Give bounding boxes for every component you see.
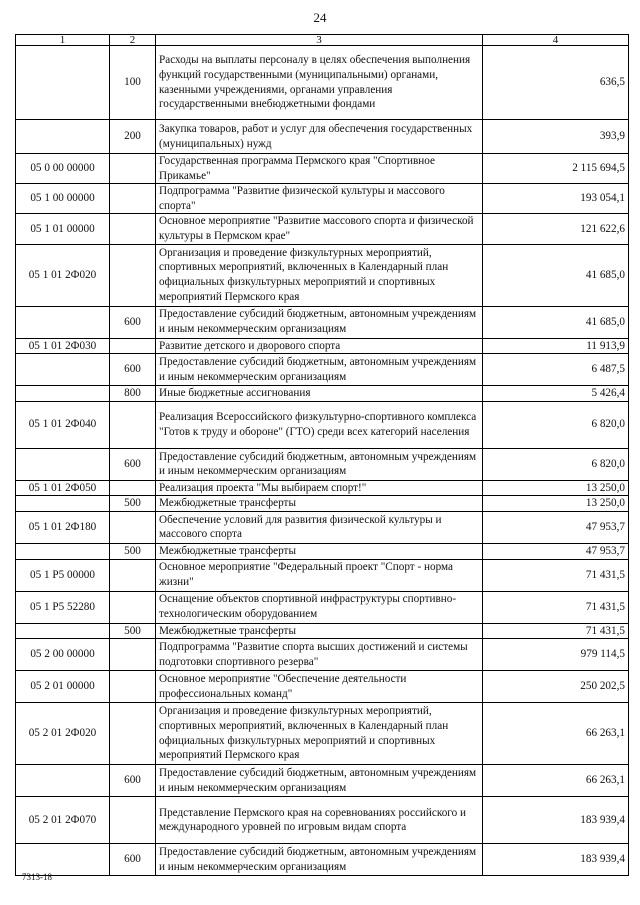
row-code [16, 496, 110, 512]
row-name: Межбюджетные трансферты [156, 496, 483, 512]
row-amount: 71 431,5 [483, 559, 629, 591]
row-name: Организация и проведение физкультурных мероприятий, спортивных мероприятий, включенных в Календарный план официальных физкультурных мероприятий и спортивных мероприятий Пермского края [156, 703, 483, 765]
row-code: 05 1 P5 00000 [16, 559, 110, 591]
row-amount: 41 685,0 [483, 244, 629, 306]
row-amount: 636,5 [483, 46, 629, 120]
table-row [16, 639, 629, 671]
row-name: Предоставление субсидий бюджетным, автономным учреждениям и иным некоммерческим организациям [156, 306, 483, 338]
header-col-4: 4 [483, 35, 629, 46]
row-code: 05 1 01 2Ф180 [16, 511, 110, 543]
row-code: 05 1 P5 52280 [16, 591, 110, 623]
row-code: 05 1 01 2Ф020 [16, 244, 110, 306]
row-amount: 183 939,4 [483, 797, 629, 844]
row-name: Оснащение объектов спортивной инфраструктуры спортивно-технологическим оборудованием [156, 591, 483, 623]
table-row [16, 244, 629, 306]
table-row [16, 214, 629, 244]
table-row [16, 354, 629, 386]
header-col-3: 3 [156, 35, 483, 46]
table-row [16, 46, 629, 120]
table-row [16, 480, 629, 496]
row-amount: 66 263,1 [483, 703, 629, 765]
row-name: Развитие детского и дворового спорта [156, 338, 483, 354]
header-col-2: 2 [110, 35, 156, 46]
row-expense-type [110, 703, 156, 765]
row-expense-type: 600 [110, 306, 156, 338]
row-name: Обеспечение условий для развития физической культуры и массового спорта [156, 511, 483, 543]
table-row [16, 306, 629, 338]
table-row [16, 184, 629, 214]
row-code [16, 120, 110, 154]
row-expense-type: 500 [110, 543, 156, 559]
row-expense-type [110, 639, 156, 671]
row-amount: 121 622,6 [483, 214, 629, 244]
row-name: Организация и проведение физкультурных мероприятий, спортивных мероприятий, включенных в Календарный план официальных физкультурных мероприятий и спортивных мероприятий Пермского края [156, 244, 483, 306]
footer-code: 7313-18 [22, 872, 52, 882]
table-row [16, 623, 629, 639]
row-name: Основное мероприятие "Обеспечение деятельности профессиональных команд" [156, 671, 483, 703]
row-expense-type: 200 [110, 120, 156, 154]
row-amount: 13 250,0 [483, 480, 629, 496]
row-expense-type: 600 [110, 354, 156, 386]
row-amount: 41 685,0 [483, 306, 629, 338]
row-code [16, 844, 110, 876]
row-amount: 5 426,4 [483, 386, 629, 402]
row-expense-type: 500 [110, 623, 156, 639]
row-amount: 6 820,0 [483, 401, 629, 448]
table-row [16, 797, 629, 844]
table-row [16, 386, 629, 402]
row-name: Реализация проекта "Мы выбираем спорт!" [156, 480, 483, 496]
header-col-1: 1 [16, 35, 110, 46]
row-amount: 66 263,1 [483, 765, 629, 797]
row-code: 05 1 01 00000 [16, 214, 110, 244]
table-row [16, 448, 629, 480]
table-row [16, 543, 629, 559]
row-code: 05 2 01 2Ф020 [16, 703, 110, 765]
row-expense-type: 500 [110, 496, 156, 512]
row-amount: 393,9 [483, 120, 629, 154]
row-name: Расходы на выплаты персоналу в целях обеспечения выполнения функций государственными (муниципальными) органами, казенными учреждениями, органами управления государственными внебюджетными фондами [156, 46, 483, 120]
row-name: Представление Пермского края на соревнованиях российского и международного уровней по игровым видам спорта [156, 797, 483, 844]
row-code [16, 386, 110, 402]
row-amount: 2 115 694,5 [483, 154, 629, 184]
row-code [16, 306, 110, 338]
table-row [16, 511, 629, 543]
row-expense-type: 600 [110, 844, 156, 876]
table-header-row [16, 35, 629, 46]
row-name: Подпрограмма "Развитие физической культуры и массового спорта" [156, 184, 483, 214]
row-amount: 13 250,0 [483, 496, 629, 512]
row-expense-type [110, 244, 156, 306]
table-row [16, 844, 629, 876]
row-expense-type [110, 338, 156, 354]
row-expense-type [110, 480, 156, 496]
row-expense-type [110, 184, 156, 214]
row-amount: 11 913,9 [483, 338, 629, 354]
table-row [16, 671, 629, 703]
row-code: 05 1 01 2Ф040 [16, 401, 110, 448]
row-name: Предоставление субсидий бюджетным, автономным учреждениям и иным некоммерческим организациям [156, 448, 483, 480]
table-row [16, 154, 629, 184]
row-name: Государственная программа Пермского края "Спортивное Прикамье" [156, 154, 483, 184]
row-expense-type [110, 671, 156, 703]
row-name: Предоставление субсидий бюджетным, автономным учреждениям и иным некоммерческим организациям [156, 354, 483, 386]
table-row [16, 496, 629, 512]
row-name: Иные бюджетные ассигнования [156, 386, 483, 402]
row-amount: 250 202,5 [483, 671, 629, 703]
row-expense-type: 100 [110, 46, 156, 120]
table-row [16, 591, 629, 623]
row-expense-type [110, 511, 156, 543]
table-row [16, 559, 629, 591]
row-code: 05 0 00 00000 [16, 154, 110, 184]
row-amount: 47 953,7 [483, 511, 629, 543]
row-code [16, 623, 110, 639]
row-expense-type: 800 [110, 386, 156, 402]
row-expense-type [110, 154, 156, 184]
row-name: Предоставление субсидий бюджетным, автономным учреждениям и иным некоммерческим организациям [156, 844, 483, 876]
row-code: 05 2 01 2Ф070 [16, 797, 110, 844]
row-name: Межбюджетные трансферты [156, 543, 483, 559]
row-code: 05 2 01 00000 [16, 671, 110, 703]
row-code: 05 1 01 2Ф050 [16, 480, 110, 496]
row-name: Межбюджетные трансферты [156, 623, 483, 639]
row-code [16, 543, 110, 559]
row-expense-type [110, 559, 156, 591]
row-expense-type: 600 [110, 448, 156, 480]
table-row [16, 338, 629, 354]
table-row [16, 703, 629, 765]
table-body [16, 35, 629, 876]
row-name: Реализация Всероссийского физкультурно-спортивного комплекса "Готов к труду и обороне" (ГТО) среди всех категорий населения [156, 401, 483, 448]
row-amount: 193 054,1 [483, 184, 629, 214]
row-code [16, 46, 110, 120]
table-row [16, 120, 629, 154]
row-code [16, 354, 110, 386]
row-amount: 47 953,7 [483, 543, 629, 559]
row-code [16, 765, 110, 797]
page-number: 24 [313, 10, 327, 25]
row-amount: 979 114,5 [483, 639, 629, 671]
row-amount: 71 431,5 [483, 623, 629, 639]
row-code: 05 1 01 2Ф030 [16, 338, 110, 354]
row-expense-type [110, 797, 156, 844]
row-code [16, 448, 110, 480]
row-name: Подпрограмма "Развитие спорта высших достижений и системы подготовки спортивного резерва" [156, 639, 483, 671]
row-name: Закупка товаров, работ и услуг для обеспечения государственных (муниципальных) нужд [156, 120, 483, 154]
row-amount: 6 820,0 [483, 448, 629, 480]
row-name: Основное мероприятие "Развитие массового спорта и физической культуры в Пермском крае" [156, 214, 483, 244]
row-code: 05 2 00 00000 [16, 639, 110, 671]
row-expense-type [110, 401, 156, 448]
row-expense-type [110, 214, 156, 244]
row-expense-type: 600 [110, 765, 156, 797]
row-amount: 6 487,5 [483, 354, 629, 386]
row-name: Основное мероприятие "Федеральный проект "Спорт - норма жизни" [156, 559, 483, 591]
table-row [16, 401, 629, 448]
row-code: 05 1 00 00000 [16, 184, 110, 214]
row-name: Предоставление субсидий бюджетным, автономным учреждениям и иным некоммерческим организациям [156, 765, 483, 797]
row-expense-type [110, 591, 156, 623]
table-row [16, 765, 629, 797]
row-amount: 71 431,5 [483, 591, 629, 623]
row-amount: 183 939,4 [483, 844, 629, 876]
budget-table [15, 34, 629, 876]
